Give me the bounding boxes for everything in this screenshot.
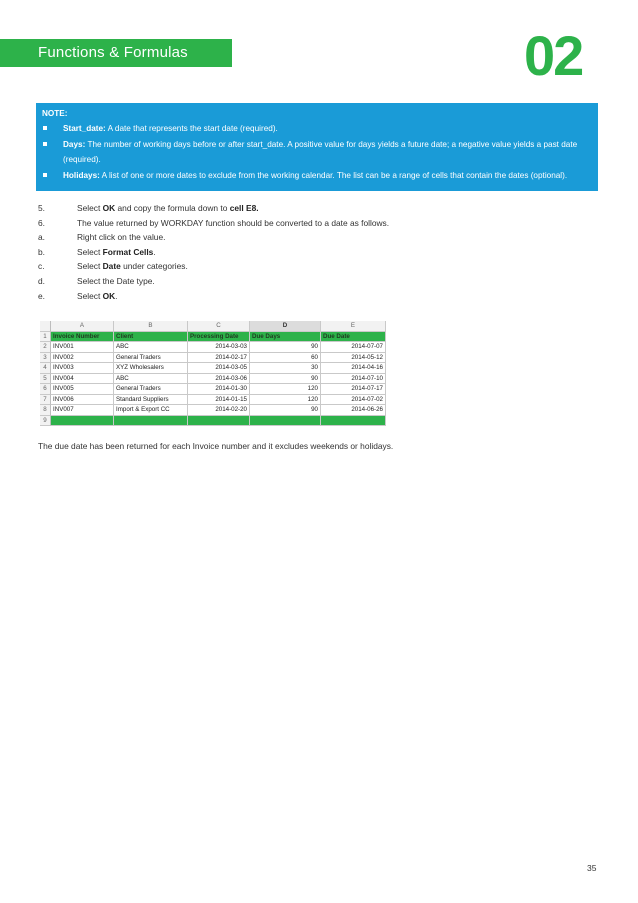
- step-text: Select OK.: [77, 290, 118, 301]
- due-days-cell: 90: [250, 405, 321, 416]
- processing-date-cell: 2014-02-17: [188, 353, 250, 364]
- invoice-cell: INV002: [51, 353, 114, 364]
- step-number: 5.: [38, 203, 45, 213]
- processing-date-cell: 2014-03-03: [188, 342, 250, 353]
- note-box: [36, 103, 598, 191]
- step-number: b.: [38, 246, 45, 257]
- client-cell: ABC: [114, 342, 188, 353]
- page-number: 35: [587, 863, 597, 873]
- row-number: 7: [40, 395, 51, 406]
- table-row: [40, 342, 386, 353]
- client-cell: General Traders: [114, 384, 188, 395]
- step-text: Select Date under categories.: [77, 261, 188, 272]
- note-term: Start_date:: [63, 124, 106, 134]
- invoice-cell: INV005: [51, 384, 114, 395]
- step-number: e.: [38, 290, 45, 301]
- due-date-cell: 2014-07-02: [321, 395, 386, 406]
- due-date-cell: 2014-07-17: [321, 384, 386, 395]
- due-days-cell: 120: [250, 395, 321, 406]
- header-cell: Due Date: [321, 332, 386, 343]
- step-text: Select the Date type.: [77, 275, 155, 286]
- step-item: [38, 245, 389, 260]
- step-text: Select Format Cells.: [77, 246, 156, 257]
- note-item: [42, 168, 598, 183]
- step-number: a.: [38, 232, 45, 243]
- column-letter-selected: D: [250, 321, 321, 332]
- due-days-cell: 30: [250, 363, 321, 374]
- processing-date-cell: 2014-03-05: [188, 363, 250, 374]
- invoice-cell: INV004: [51, 374, 114, 385]
- column-letter: B: [114, 321, 188, 332]
- table-row: [40, 384, 386, 395]
- note-item: [42, 137, 598, 168]
- column-letter: E: [321, 321, 386, 332]
- due-date-cell: 2014-07-07: [321, 342, 386, 353]
- processing-date-cell: 2014-01-15: [188, 395, 250, 406]
- note-term: Holidays:: [63, 170, 100, 180]
- client-cell: XYZ Wholesalers: [114, 363, 188, 374]
- note-text: The number of working days before or after start_date. A positive value for days yields a future date; a negative value yields a past date (required).: [63, 139, 578, 165]
- step-item: [38, 274, 389, 289]
- row-number: 9: [40, 416, 51, 427]
- note-title: NOTE:: [42, 109, 68, 118]
- step-item: [38, 259, 389, 274]
- note-text: A list of one or more dates to exclude from the working calendar. The list can be a range of cells that contain the dates (optional).: [99, 170, 568, 180]
- step-text: Select OK and copy the formula down to cell E8.: [77, 203, 259, 213]
- note-term: Days:: [63, 139, 86, 149]
- chapter-number: 02: [524, 24, 583, 87]
- empty-cell: [250, 416, 321, 427]
- row-number: 2: [40, 342, 51, 353]
- due-days-cell: 60: [250, 353, 321, 364]
- processing-date-cell: 2014-01-30: [188, 384, 250, 395]
- note-text: A date that represents the start date (required).: [105, 124, 278, 134]
- step-item: [38, 289, 389, 304]
- client-cell: Import & Export CC: [114, 405, 188, 416]
- invoice-cell: INV001: [51, 342, 114, 353]
- row-number: 5: [40, 374, 51, 385]
- step-number: d.: [38, 275, 45, 286]
- step-number: 6.: [38, 217, 45, 228]
- corner-cell: [40, 321, 51, 332]
- client-cell: Standard Suppliers: [114, 395, 188, 406]
- empty-cell: [114, 416, 188, 427]
- due-date-cell: 2014-05-12: [321, 353, 386, 364]
- column-letter: C: [188, 321, 250, 332]
- invoice-cell: INV003: [51, 363, 114, 374]
- table-row: [40, 374, 386, 385]
- processing-date-cell: 2014-02-20: [188, 405, 250, 416]
- due-days-cell: 90: [250, 374, 321, 385]
- bullet-icon: [43, 173, 47, 177]
- table-header-row: [40, 332, 386, 343]
- invoice-cell: INV007: [51, 405, 114, 416]
- row-number: 1: [40, 332, 51, 343]
- due-days-cell: 120: [250, 384, 321, 395]
- section-title: Functions & Formulas: [38, 44, 188, 61]
- table-row: [40, 395, 386, 406]
- bullet-icon: [43, 126, 47, 130]
- due-date-cell: 2014-06-26: [321, 405, 386, 416]
- invoice-cell: INV006: [51, 395, 114, 406]
- processing-date-cell: 2014-03-06: [188, 374, 250, 385]
- step-item: [38, 216, 389, 231]
- column-letter: A: [51, 321, 114, 332]
- header-cell: Due Days: [250, 332, 321, 343]
- header-cell: Processing Date: [188, 332, 250, 343]
- step-text: The value returned by WORKDAY function should be converted to a date as follows.: [77, 217, 390, 228]
- due-date-cell: 2014-04-16: [321, 363, 386, 374]
- row-number: 8: [40, 405, 51, 416]
- step-item: [38, 230, 389, 245]
- header-cell: Invoice Number: [51, 332, 114, 343]
- summary-text: The due date has been returned for each Invoice number and it excludes weekends or holidays.: [38, 441, 394, 451]
- spreadsheet-screenshot: [40, 321, 386, 426]
- table-row: [40, 405, 386, 416]
- row-number: 4: [40, 363, 51, 374]
- empty-cell: [188, 416, 250, 427]
- bullet-icon: [43, 142, 47, 146]
- row-number: 6: [40, 384, 51, 395]
- due-days-cell: 90: [250, 342, 321, 353]
- empty-cell: [321, 416, 386, 427]
- column-header-row: [40, 321, 386, 332]
- step-item: [38, 201, 389, 216]
- client-cell: ABC: [114, 374, 188, 385]
- steps-list: [38, 201, 389, 303]
- row-number: 3: [40, 353, 51, 364]
- client-cell: General Traders: [114, 353, 188, 364]
- due-date-cell: 2014-07-10: [321, 374, 386, 385]
- empty-green-row: [40, 416, 386, 427]
- empty-cell: [51, 416, 114, 427]
- header-cell: Client: [114, 332, 188, 343]
- step-text: Right click on the value.: [77, 232, 166, 243]
- step-number: c.: [38, 261, 45, 272]
- table-row: [40, 353, 386, 364]
- table-row: [40, 363, 386, 374]
- note-item: [42, 121, 598, 136]
